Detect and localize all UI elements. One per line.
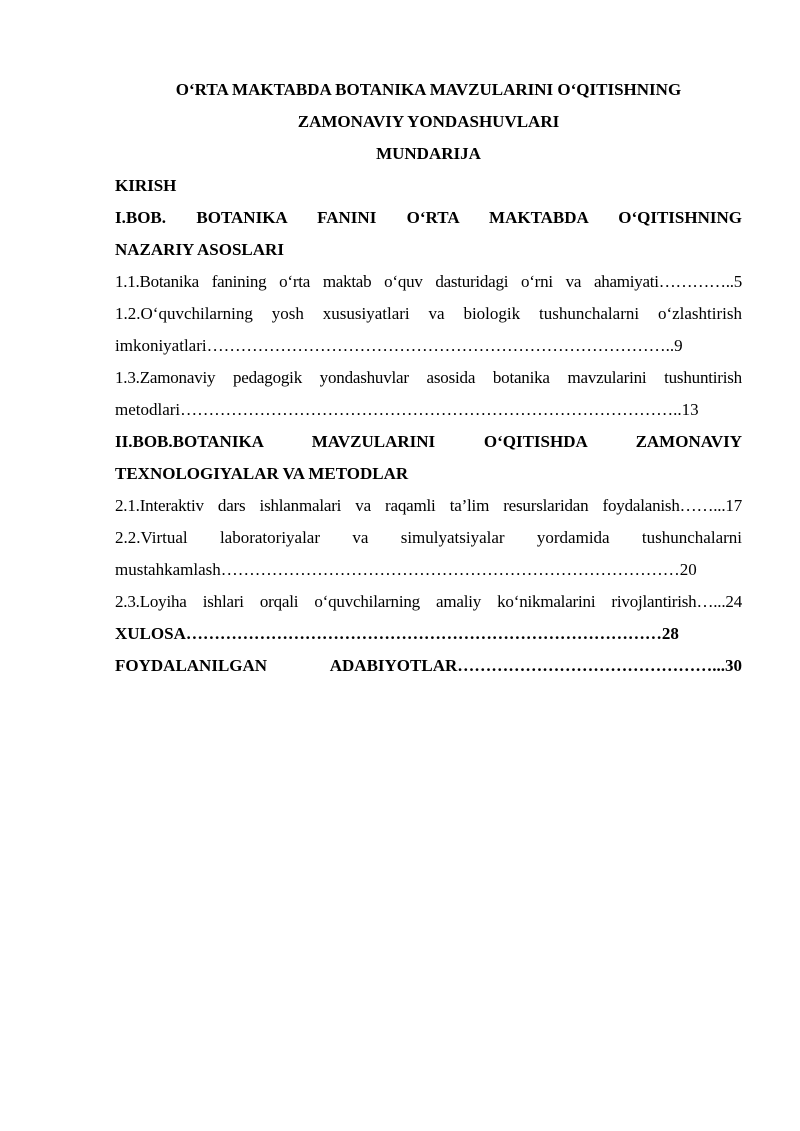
chapter-2-line-1: II.BOB.BOTANIKA MAVZULARINI O‘QITISHDA ZAMONAVIY — [115, 432, 742, 451]
section-2-3-text: 2.3.Loyiha ishlari orqali o‘quvchilarning amaliy ko‘nikmalarini rivojlantirish…...24 — [115, 592, 742, 611]
chapter-2-line-2: TEXNOLOGIYALAR VA METODLAR — [115, 464, 409, 483]
toc-intro: KIRISH — [115, 176, 177, 195]
section-1-3-line-2: metodlari……………………………………………………………………………..13 — [115, 400, 699, 419]
section-2-2-line-1: 2.2.Virtual laboratoriyalar va simulyatsiyalar yordamida tushunchalarni — [115, 528, 742, 547]
conclusion-text: XULOSA…………………………………………………………………………28 — [115, 624, 679, 643]
chapter-1-line-1: I.BOB. BOTANIKA FANINI O‘RTA MAKTABDA O‘QITISHNING — [115, 208, 742, 227]
document-title — [115, 74, 742, 170]
toc-section-2-1 — [115, 490, 742, 522]
toc-section-2-2 — [115, 522, 742, 586]
toc-conclusion — [115, 618, 742, 650]
section-1-1-text: 1.1.Botanika fanining o‘rta maktab o‘quv dasturidagi o‘rni va ahamiyati…………..5 — [115, 272, 742, 291]
references-text: FOYDALANILGAN ADABIYOTLAR………………………………………...30 — [115, 656, 742, 675]
title-line-1: O‘RTA MAKTABDA BOTANIKA MAVZULARINI O‘QITISHNING — [175, 80, 682, 99]
toc-section-1-2 — [115, 298, 742, 362]
toc-chapter-1 — [115, 202, 742, 266]
toc-section-1-1 — [115, 266, 742, 298]
toc-chapter-2 — [115, 426, 742, 490]
section-2-1-text: 2.1.Interaktiv dars ishlanmalari va raqamli ta’lim resurslaridan foydalanish……...17 — [115, 496, 742, 515]
section-1-2-line-1: 1.2.O‘quvchilarning yosh xususiyatlari va biologik tushunchalarni o‘zlashtirish — [115, 304, 742, 323]
chapter-1-line-2: NAZARIY ASOSLARI — [115, 240, 284, 259]
toc-references — [115, 650, 742, 682]
toc-section-1-3 — [115, 362, 742, 426]
table-of-contents — [115, 74, 742, 682]
contents-heading: MUNDARIJA — [376, 144, 481, 163]
section-1-2-line-2: imkoniyatlari………………………………………………………………………..9 — [115, 336, 683, 355]
section-2-2-line-2: mustahkamlash………………………………………………………………………20 — [115, 560, 697, 579]
title-line-2: ZAMONAVIY YONDASHUVLARI — [297, 112, 560, 131]
section-1-3-line-1: 1.3.Zamonaviy pedagogik yondashuvlar asosida botanika mavzularini tushuntirish — [115, 368, 742, 387]
toc-section-2-3 — [115, 586, 742, 618]
